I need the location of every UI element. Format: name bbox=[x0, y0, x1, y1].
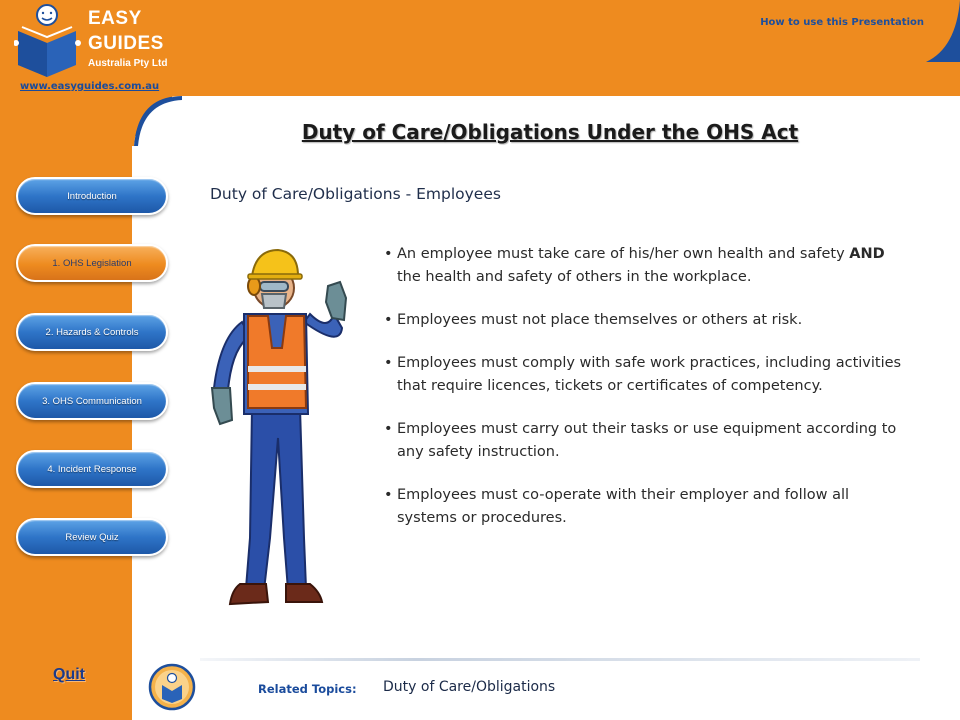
bullet-text: Employees must co-operate with their employer and follow all systems or procedures. bbox=[397, 487, 850, 526]
bullet-emphasis: AND bbox=[849, 246, 885, 262]
bullet-text-cont: the health and safety of others in the workplace. bbox=[397, 269, 752, 285]
list-item bbox=[384, 243, 904, 289]
list-item bbox=[384, 484, 904, 530]
brand-name bbox=[88, 6, 167, 71]
how-to-use-link[interactable]: How to use this Presentation bbox=[760, 17, 924, 28]
bullet-text: Employees must carry out their tasks or use equipment according to any safety instruction. bbox=[397, 421, 897, 460]
list-item bbox=[384, 309, 904, 332]
worker-illustration-icon bbox=[200, 238, 360, 610]
related-topic-link[interactable]: Duty of Care/Obligations bbox=[383, 679, 556, 695]
nav-ohs-communication-button[interactable]: 3. OHS Communication bbox=[16, 382, 168, 420]
related-topics-label: Related Topics: bbox=[258, 682, 357, 696]
quit-button[interactable]: Quit bbox=[53, 666, 85, 683]
bullet-text: Employees must comply with safe work practices, including activities that require licences, tickets or certificates of competency. bbox=[397, 355, 902, 394]
website-link[interactable]: www.easyguides.com.au bbox=[20, 81, 160, 92]
nav-review-quiz-button[interactable]: Review Quiz bbox=[16, 518, 168, 556]
employee-obligations-list bbox=[384, 243, 904, 550]
left-sidebar bbox=[0, 0, 132, 720]
brand-line-1: EASY bbox=[88, 8, 142, 29]
list-item bbox=[384, 418, 904, 464]
nav-incident-response-button[interactable]: 4. Incident Response bbox=[16, 450, 168, 488]
brand-line-3: Australia Pty Ltd bbox=[88, 58, 168, 69]
topic-icon[interactable] bbox=[148, 663, 196, 711]
nav-ohs-legislation-button[interactable]: 1. OHS Legislation bbox=[16, 244, 168, 282]
bullet-text: Employees must not place themselves or others at risk. bbox=[397, 312, 803, 328]
bullet-text: An employee must take care of his/her own health and safety bbox=[397, 246, 850, 262]
right-accent bbox=[926, 0, 960, 62]
easy-guides-logo-icon bbox=[14, 3, 84, 79]
brand-line-2: GUIDES bbox=[88, 33, 164, 54]
footer-divider bbox=[200, 658, 920, 661]
nav-introduction-button[interactable]: Introduction bbox=[16, 177, 168, 215]
section-subtitle: Duty of Care/Obligations - Employees bbox=[210, 185, 501, 203]
list-item bbox=[384, 352, 904, 398]
nav-hazards-controls-button[interactable]: 2. Hazards & Controls bbox=[16, 313, 168, 351]
page-title: Duty of Care/Obligations Under the OHS Act bbox=[301, 120, 799, 144]
